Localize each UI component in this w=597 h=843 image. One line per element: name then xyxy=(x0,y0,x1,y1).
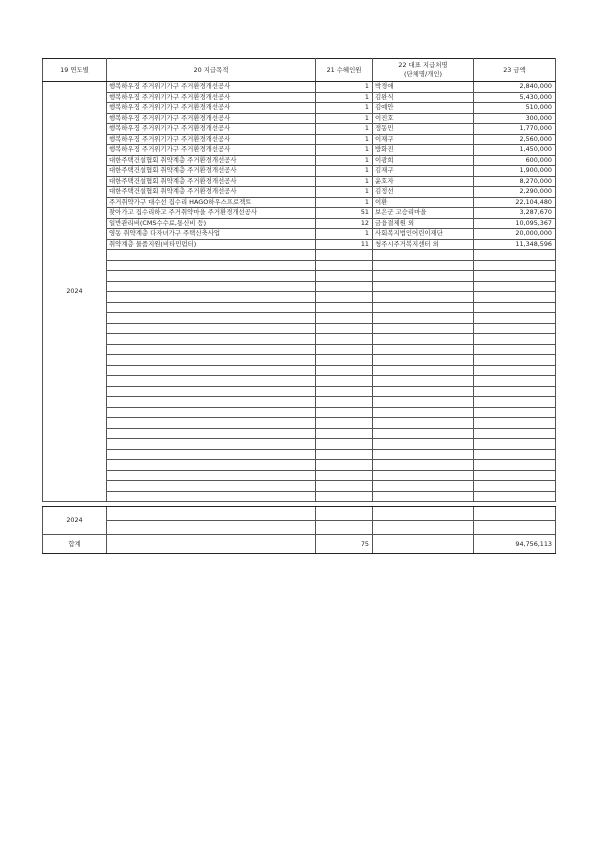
table-row xyxy=(43,355,556,366)
table-row xyxy=(43,229,556,240)
amount-cell: 510,000 xyxy=(474,103,556,114)
amount-cell xyxy=(474,428,556,439)
amount-cell xyxy=(474,397,556,408)
count-cell: 1 xyxy=(316,229,373,240)
table-row xyxy=(43,313,556,324)
amount-cell xyxy=(474,292,556,303)
purpose-cell xyxy=(107,470,316,481)
table-header-row xyxy=(43,59,556,82)
count-cell: 11 xyxy=(316,239,373,250)
table-row xyxy=(43,166,556,177)
table-row xyxy=(43,407,556,418)
table-row xyxy=(43,124,556,135)
count-cell: 1 xyxy=(316,82,373,93)
purpose-cell xyxy=(107,281,316,292)
table-row xyxy=(43,470,556,481)
payee-cell: 청주시주거복지센터 외 xyxy=(373,239,474,250)
count-cell xyxy=(316,470,373,481)
amount-cell xyxy=(474,470,556,481)
table-row xyxy=(43,92,556,103)
count-cell xyxy=(316,323,373,334)
total-amount: 94,756,113 xyxy=(474,535,556,554)
count-cell xyxy=(316,439,373,450)
payee-cell xyxy=(373,323,474,334)
amount-cell xyxy=(474,460,556,471)
payee-cell xyxy=(373,344,474,355)
table-row xyxy=(43,460,556,471)
payee-cell xyxy=(373,460,474,471)
count-cell: 1 xyxy=(316,155,373,166)
table-row xyxy=(43,449,556,460)
amount-cell xyxy=(474,449,556,460)
purpose-cell: 대한주택건설협회 취약계층 주거환경개선공사 xyxy=(107,187,316,198)
table-row xyxy=(43,428,556,439)
count-cell xyxy=(316,407,373,418)
count-cell: 1 xyxy=(316,145,373,156)
payee-cell: 정동민 xyxy=(373,124,474,135)
purpose-cell xyxy=(107,428,316,439)
amount-cell xyxy=(474,334,556,345)
count-cell: 1 xyxy=(316,197,373,208)
amount-cell: 3,287,670 xyxy=(474,208,556,219)
purpose-cell: 행복하우징 주거위기가구 주거환경개선공사 xyxy=(107,124,316,135)
count-cell xyxy=(316,460,373,471)
header-payee xyxy=(373,59,474,82)
amount-cell: 5,430,000 xyxy=(474,92,556,103)
table-row xyxy=(43,323,556,334)
purpose-cell xyxy=(107,313,316,324)
payee-cell xyxy=(373,376,474,387)
year-cell: 2024 xyxy=(43,82,107,502)
payee-cell xyxy=(373,439,474,450)
count-cell: 1 xyxy=(316,176,373,187)
purpose-cell: 행복하우징 주거위기가구 주거환경개선공사 xyxy=(107,82,316,93)
amount-cell xyxy=(474,313,556,324)
payee-cell: 박경애 xyxy=(373,82,474,93)
purpose-cell xyxy=(107,365,316,376)
total-row xyxy=(43,535,556,554)
table-row xyxy=(43,439,556,450)
count-cell: 1 xyxy=(316,92,373,103)
amount-cell: 300,000 xyxy=(474,113,556,124)
amount-cell: 2,290,000 xyxy=(474,187,556,198)
purpose-cell: 대한주택건설협회 취약계층 주거환경개선공사 xyxy=(107,176,316,187)
amount-cell xyxy=(474,481,556,492)
count-cell: 1 xyxy=(316,113,373,124)
count-cell xyxy=(316,281,373,292)
header-count: 21 수혜인원 xyxy=(316,59,373,82)
count-cell xyxy=(316,491,373,502)
purpose-cell: 찾아가고 집수리하고 주거취약마을 주거환경개선공사 xyxy=(107,208,316,219)
amount-cell: 10,095,367 xyxy=(474,218,556,229)
table-row xyxy=(43,197,556,208)
purpose-cell: 행복하우징 주거위기가구 주거환경개선공사 xyxy=(107,103,316,114)
payee-cell: 방화진 xyxy=(373,145,474,156)
payee-cell: 김정선 xyxy=(373,187,474,198)
purpose-cell xyxy=(107,449,316,460)
purpose-cell: 취약계층 물품지원(비타민펌터) xyxy=(107,239,316,250)
amount-cell xyxy=(474,376,556,387)
purpose-cell xyxy=(107,439,316,450)
header-payee-line1: 22 대표 지급처명 xyxy=(398,61,448,69)
payee-cell xyxy=(373,470,474,481)
table-row xyxy=(43,397,556,408)
count-cell xyxy=(316,481,373,492)
amount-cell xyxy=(474,302,556,313)
count-cell xyxy=(316,313,373,324)
table-row xyxy=(43,281,556,292)
count-cell xyxy=(316,418,373,429)
payee-cell xyxy=(373,449,474,460)
amount-cell xyxy=(474,491,556,502)
table-row xyxy=(43,491,556,502)
purpose-cell xyxy=(107,491,316,502)
purpose-cell xyxy=(107,302,316,313)
amount-cell xyxy=(474,250,556,261)
table-row xyxy=(43,155,556,166)
table-row xyxy=(43,82,556,93)
payee-cell: 이진호 xyxy=(373,113,474,124)
table-row xyxy=(43,239,556,250)
payee-cell xyxy=(373,428,474,439)
table-row xyxy=(43,418,556,429)
purpose-cell: 주거취약가구 대수선 집수리 HAGO하우스프로젝트 xyxy=(107,197,316,208)
sub-year-cell: 2024 xyxy=(43,507,107,535)
count-cell xyxy=(316,250,373,261)
purpose-cell xyxy=(107,250,316,261)
amount-cell: 2,840,000 xyxy=(474,82,556,93)
payee-cell xyxy=(373,292,474,303)
table-row xyxy=(43,376,556,387)
table-row xyxy=(43,187,556,198)
table-row xyxy=(43,208,556,219)
payee-cell xyxy=(373,250,474,261)
amount-cell xyxy=(474,281,556,292)
count-cell: 1 xyxy=(316,166,373,177)
purpose-cell xyxy=(107,397,316,408)
payee-cell: 김완식 xyxy=(373,92,474,103)
count-cell: 12 xyxy=(316,218,373,229)
table-row xyxy=(43,302,556,313)
amount-cell xyxy=(474,323,556,334)
payee-cell: 이재구 xyxy=(373,134,474,145)
payee-cell xyxy=(373,386,474,397)
purpose-cell xyxy=(107,386,316,397)
payee-cell xyxy=(373,313,474,324)
table-row xyxy=(43,134,556,145)
payee-cell: 이광희 xyxy=(373,155,474,166)
header-amount: 23 금액 xyxy=(474,59,556,82)
purpose-cell: 행복하우징 주거위기가구 주거환경개선공사 xyxy=(107,113,316,124)
purpose-cell xyxy=(107,292,316,303)
payee-cell: 윤호자 xyxy=(373,176,474,187)
purpose-cell xyxy=(107,418,316,429)
purpose-cell xyxy=(107,376,316,387)
total-label: 합계 xyxy=(43,535,107,554)
purpose-cell xyxy=(107,481,316,492)
payee-cell xyxy=(373,365,474,376)
payee-cell: 보은군 고승리마을 xyxy=(373,208,474,219)
header-year: 19 연도별 xyxy=(43,59,107,82)
count-cell: 1 xyxy=(316,187,373,198)
count-cell xyxy=(316,271,373,282)
count-cell xyxy=(316,386,373,397)
header-payee-line2: (단체명/개인) xyxy=(403,70,442,78)
sub-row-1 xyxy=(43,507,556,521)
amount-cell: 1,770,000 xyxy=(474,124,556,135)
payee-cell: 이환 xyxy=(373,197,474,208)
count-cell: 1 xyxy=(316,103,373,114)
payee-cell: 사회복지법인어린이재단 xyxy=(373,229,474,240)
payee-cell xyxy=(373,418,474,429)
amount-cell: 1,450,000 xyxy=(474,145,556,156)
purpose-cell: 대한주택건설협회 취약계층 주거환경개선공사 xyxy=(107,166,316,177)
table-row xyxy=(43,218,556,229)
amount-cell: 2,560,000 xyxy=(474,134,556,145)
purpose-cell xyxy=(107,260,316,271)
amount-cell xyxy=(474,418,556,429)
table-row xyxy=(43,344,556,355)
purpose-cell xyxy=(107,407,316,418)
count-cell xyxy=(316,397,373,408)
total-count: 75 xyxy=(316,535,373,554)
count-cell xyxy=(316,292,373,303)
table-row xyxy=(43,365,556,376)
purpose-cell xyxy=(107,271,316,282)
table-row xyxy=(43,250,556,261)
count-cell: 51 xyxy=(316,208,373,219)
count-cell xyxy=(316,449,373,460)
payee-cell: 김재구 xyxy=(373,166,474,177)
amount-cell xyxy=(474,407,556,418)
table-row xyxy=(43,334,556,345)
payee-cell xyxy=(373,302,474,313)
purpose-cell xyxy=(107,323,316,334)
table-row xyxy=(43,271,556,282)
payee-cell: 김예안 xyxy=(373,103,474,114)
purpose-cell xyxy=(107,334,316,345)
payee-cell: 금융결제원 외 xyxy=(373,218,474,229)
amount-cell xyxy=(474,386,556,397)
amount-cell xyxy=(474,344,556,355)
purpose-cell: 영동 취약계층 다자녀가구 주택신축사업 xyxy=(107,229,316,240)
amount-cell xyxy=(474,439,556,450)
amount-cell xyxy=(474,271,556,282)
table-row xyxy=(43,103,556,114)
table-row xyxy=(43,176,556,187)
table-row xyxy=(43,292,556,303)
purpose-cell xyxy=(107,355,316,366)
sub-row-2 xyxy=(43,521,556,535)
payee-cell xyxy=(373,334,474,345)
count-cell xyxy=(316,334,373,345)
amount-cell xyxy=(474,355,556,366)
purpose-cell: 행복하우징 주거위기가구 주거환경개선공사 xyxy=(107,145,316,156)
payee-cell xyxy=(373,260,474,271)
payee-cell xyxy=(373,355,474,366)
amount-cell: 1,900,000 xyxy=(474,166,556,177)
count-cell: 1 xyxy=(316,134,373,145)
table-row xyxy=(43,260,556,271)
amount-cell xyxy=(474,260,556,271)
expenditure-table xyxy=(42,58,556,554)
purpose-cell xyxy=(107,460,316,471)
purpose-cell: 행복하우징 주거위기가구 주거환경개선공사 xyxy=(107,134,316,145)
table-row xyxy=(43,113,556,124)
payee-cell xyxy=(373,407,474,418)
count-cell xyxy=(316,428,373,439)
purpose-cell xyxy=(107,344,316,355)
amount-cell: 600,000 xyxy=(474,155,556,166)
payee-cell xyxy=(373,281,474,292)
count-cell xyxy=(316,344,373,355)
count-cell xyxy=(316,260,373,271)
header-purpose: 20 지급목적 xyxy=(107,59,316,82)
count-cell xyxy=(316,365,373,376)
count-cell xyxy=(316,302,373,313)
purpose-cell: 일반관리비(CMS수수료,통신비 등) xyxy=(107,218,316,229)
payee-cell xyxy=(373,397,474,408)
purpose-cell: 행복하우징 주거위기가구 주거환경개선공사 xyxy=(107,92,316,103)
payee-cell xyxy=(373,271,474,282)
amount-cell: 20,000,000 xyxy=(474,229,556,240)
table-row xyxy=(43,386,556,397)
amount-cell: 11,348,596 xyxy=(474,239,556,250)
table-row xyxy=(43,481,556,492)
amount-cell: 22,104,480 xyxy=(474,197,556,208)
count-cell: 1 xyxy=(316,124,373,135)
count-cell xyxy=(316,355,373,366)
table-row xyxy=(43,145,556,156)
amount-cell xyxy=(474,365,556,376)
purpose-cell: 대한주택건설협회 취약계층 주거환경개선공사 xyxy=(107,155,316,166)
amount-cell: 8,270,000 xyxy=(474,176,556,187)
payee-cell xyxy=(373,491,474,502)
count-cell xyxy=(316,376,373,387)
payee-cell xyxy=(373,481,474,492)
